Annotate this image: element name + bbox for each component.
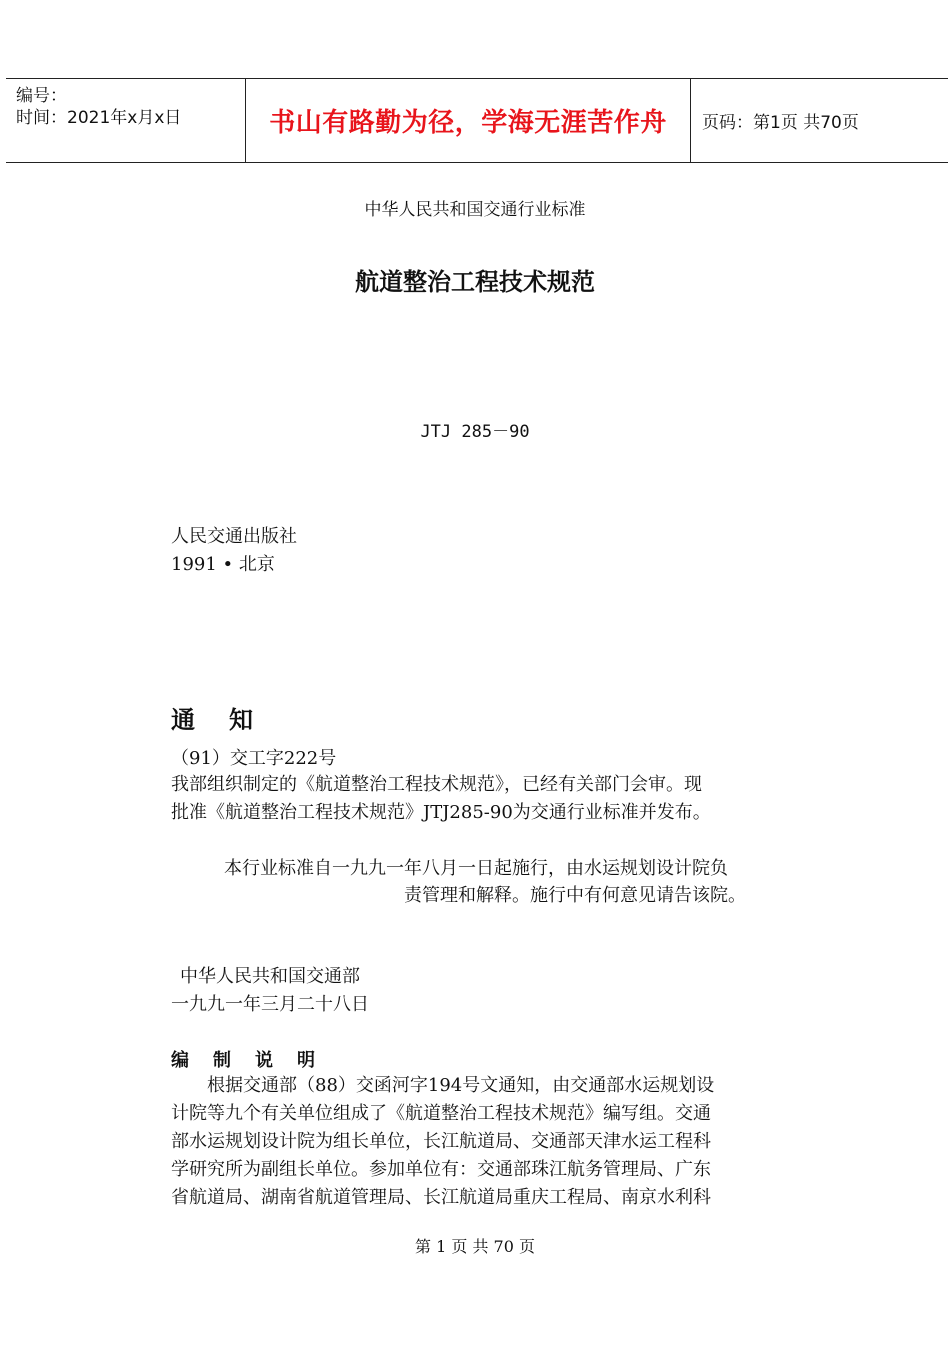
- document-title: 航道整治工程技术规范: [355, 268, 595, 296]
- header-motto: 书山有路勤为径，学海无涯苦作舟: [269, 108, 667, 138]
- notice-heading: [171, 700, 253, 735]
- serial-label: 编号：: [16, 86, 67, 106]
- time-label: 时间：2021年x月x日: [16, 108, 182, 128]
- notice-doc-number: （91）交工字222号: [171, 748, 337, 769]
- notice-date: 一九九一年三月二十八日: [171, 994, 369, 1015]
- preparation-heading-char: 编: [171, 1050, 189, 1071]
- paragraph-line: 我部组织制定的《航道整治工程技术规范》，已经有关部门会审。现: [171, 774, 702, 795]
- paragraph-line: 省航道局、湖南省航道管理局、长江航道局重庆工程局、南京水利科: [171, 1187, 711, 1208]
- paragraph-line: 计院等九个有关单位组成了《航道整治工程技术规范》编写组。交通: [171, 1103, 711, 1124]
- notice-heading-char: 知: [229, 706, 253, 734]
- standard-code: JTJ 285－90: [420, 422, 530, 442]
- publisher: 人民交通出版社: [171, 526, 297, 547]
- preparation-heading-char: 说: [255, 1050, 273, 1071]
- preparation-body: [171, 1072, 783, 1212]
- notice-signatory: 中华人民共和国交通部: [180, 966, 360, 987]
- header-divider: [690, 79, 691, 162]
- page-footer: 第 1 页 共 70 页: [415, 1237, 535, 1256]
- preparation-heading-char: 制: [213, 1050, 231, 1071]
- paragraph-line: 部水运规划设计院为组长单位，长江航道局、交通部天津水运工程科: [171, 1131, 711, 1152]
- preparation-heading: [171, 1046, 339, 1072]
- paragraph-line: 学研究所为副组长单位。参加单位有：交通部珠江航务管理局、广东: [171, 1159, 711, 1180]
- paragraph-line: 根据交通部（88）交函河字194号文通知，由交通部水运规划设: [171, 1075, 715, 1096]
- paragraph-line: 批准《航道整治工程技术规范》JTJ285-90为交通行业标准并发布。: [171, 802, 711, 823]
- notice-paragraph-2-line-1: 本行业标准自一九九一年八月一日起施行，由水运规划设计院负: [224, 858, 728, 879]
- header-meta: [16, 85, 181, 129]
- standard-org: 中华人民共和国交通行业标准: [364, 200, 586, 220]
- notice-heading-char: 通: [171, 706, 195, 734]
- publication-year-city: 1991 • 北京: [171, 554, 275, 575]
- notice-paragraph-1: [171, 771, 783, 827]
- header-page-info: 页码：第1页 共70页: [702, 113, 859, 133]
- notice-paragraph-2-line-2: 责管理和解释。施行中有何意见请告该院。: [404, 885, 746, 906]
- preparation-heading-char: 明: [297, 1050, 315, 1071]
- header-table: [6, 78, 948, 163]
